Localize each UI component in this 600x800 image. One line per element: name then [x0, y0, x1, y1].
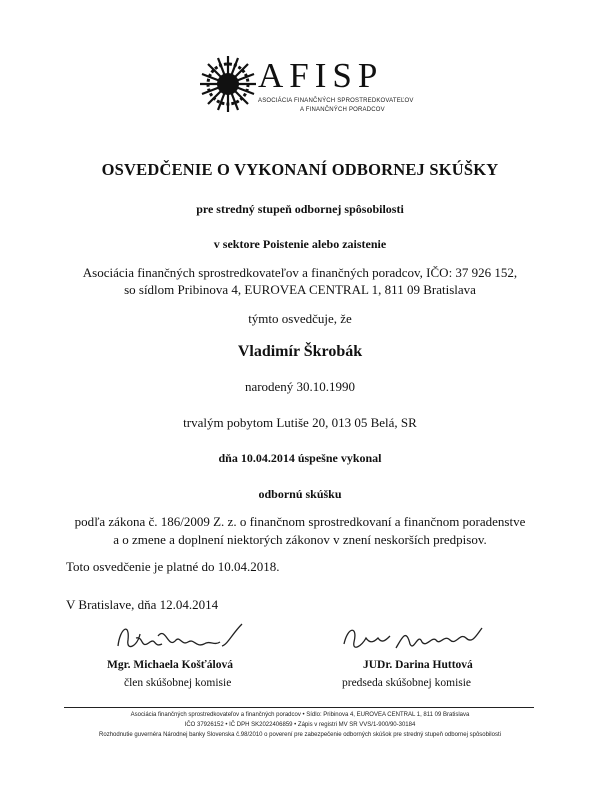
- place-date-line: V Bratislave, dňa 12.04.2014: [66, 597, 219, 612]
- law-line: podľa zákona č. 186/2009 Z. z. o finančnom sprostredkovaní a finančnom poradenstve: [74, 514, 526, 529]
- birth-line: narodený 30.10.1990: [244, 379, 356, 394]
- validity-line: Toto osvedčenie je platné do 10.04.2018.: [66, 559, 280, 574]
- residence-line: trvalým pobytom Lutiše 20, 013 05 Belá, SR: [183, 415, 417, 430]
- signatory-right-role: predseda skúšobnej komisie: [342, 677, 472, 689]
- sector-line: v sektore Poistenie alebo zaistenie: [213, 237, 387, 251]
- signature-left: [110, 616, 250, 660]
- footer-line: Rozhodnutie guvernéra Národnej banky Slovenska č.98/2010 o poverení pre zabezpečenie odborných skúšok pre stredný stupeň odbornej spôsobilosti: [99, 732, 501, 738]
- starburst-icon: [196, 52, 260, 116]
- holder-name: Vladimír Škrobák: [237, 343, 363, 360]
- logo-tagline: A FINANČNÝCH PORADCOV: [300, 107, 385, 113]
- exam-type-line: odbornú skúšku: [258, 487, 342, 501]
- logo-wordmark: AFISP: [258, 56, 384, 95]
- document-subtitle: pre stredný stupeň odbornej spôsobilosti: [196, 202, 404, 216]
- signature-right: [340, 618, 500, 658]
- issuer-line: Asociácia finančných sprostredkovateľov a finančných poradcov, IČO: 37 926 152,: [82, 265, 518, 280]
- footer-line: IČO 37926152 • IČ DPH SK2022406859 • Zápis v registri MV SR VVS/1-900/90-30184: [184, 722, 416, 728]
- law-line: a o zmene a doplnení niektorých zákonov v znení neskorších predpisov.: [113, 532, 487, 547]
- signatory-right-name: JUDr. Darina Huttová: [363, 659, 473, 671]
- document-title: OSVEDČENIE O VYKONANÍ ODBORNEJ SKÚŠKY: [101, 160, 499, 179]
- exam-date-line: dňa 10.04.2014 úspešne vykonal: [218, 451, 382, 465]
- signatory-left-name: Mgr. Michaela Košťálová: [107, 659, 233, 671]
- footer-divider: [64, 707, 534, 708]
- footer-line: Asociácia finančných sprostredkovateľov a finančných poradcov • Sídlo: Pribinova 4, EUROVEA CENTRAL 1, 811 09 Bratislava: [130, 712, 470, 718]
- signatory-left-role: člen skúšobnej komisie: [124, 677, 232, 689]
- issuer-address-line: so sídlom Pribinova 4, EUROVEA CENTRAL 1, 811 09 Bratislava: [124, 282, 476, 297]
- certifies-line: týmto osvedčuje, že: [248, 311, 352, 326]
- afisp-logo: [196, 52, 416, 122]
- logo-tagline: ASOCIÁCIA FINANČNÝCH SPROSTREDKOVATEĽOV: [258, 98, 414, 104]
